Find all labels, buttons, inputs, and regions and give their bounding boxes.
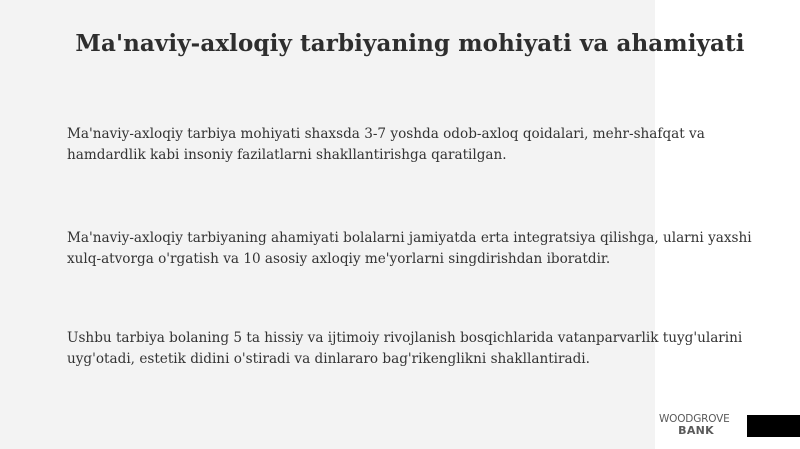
slide-title: Ma'naviy-axloqiy tarbiyaning mohiyati va ahamiyati [75, 30, 745, 57]
paragraph-essence: Ma'naviy-axloqiy tarbiya mohiyati shaxsda 3-7 yoshda odob-axloq qoidalari, mehr-shafqat va hamdardlik kabi insoniy fazilatlarni shakllantirishga qaratilgan. [67, 126, 705, 163]
paragraph-development: Ushbu tarbiya bolaning 5 ta hissiy va ijtimoiy rivojlanish bosqichlarida vatanparvarlik tuyg'ularini uyg'otadi, estetik didini o'stiradi va dinlararo bag'rikenglikni shakllantiradi. [67, 330, 743, 367]
paragraph-importance: Ma'naviy-axloqiy tarbiyaning ahamiyati bolalarni jamiyatda erta integratsiya qilishga, ularni yaxshi xulq-atvorga o'rgatish va 10 asosiy axloqiy me'yorlarni singdirishdan iboratdir. [67, 230, 752, 267]
logo-line-woodgrove: WOODGROVE [659, 413, 730, 425]
logo-line-bank: BANK [678, 424, 714, 437]
woodgrove-bank-logo [659, 413, 730, 437]
black-box [747, 415, 800, 437]
